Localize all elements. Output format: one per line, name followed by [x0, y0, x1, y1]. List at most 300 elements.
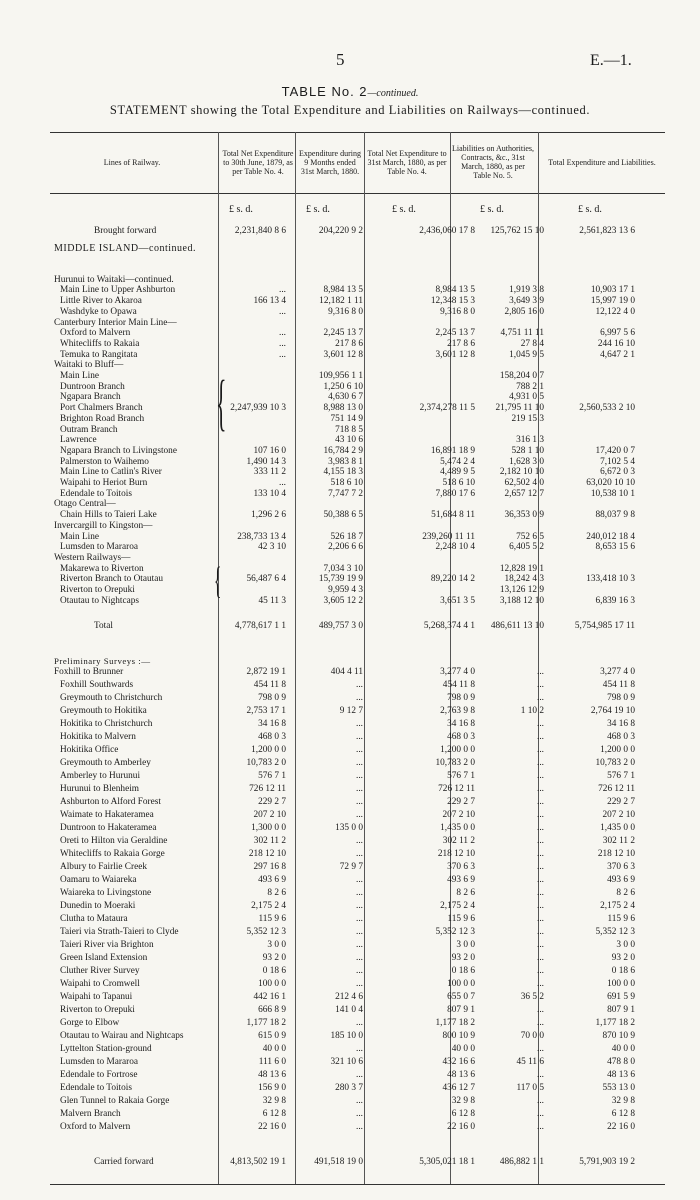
cell-c3: 229 2 7 — [447, 797, 475, 807]
cell-c5: 3 0 0 — [616, 940, 635, 950]
cell-c2: 72 9 7 — [339, 862, 363, 872]
cell-c3: 34 16 8 — [447, 719, 475, 729]
cell-c4: 1,045 9 5 — [509, 349, 544, 360]
cell-c5: 870 10 9 — [602, 1031, 635, 1041]
unit-header: £ s. d. — [306, 204, 330, 215]
cell-c4: ... — [537, 979, 544, 989]
cell-c4: 36 5 2 — [520, 992, 544, 1002]
cell-c2: ... — [356, 836, 363, 846]
cell-c1: 442 16 1 — [253, 992, 286, 1002]
cell-c5: 17,420 0 7 — [595, 445, 635, 456]
cell-c5: 8,653 15 6 — [595, 542, 635, 553]
section-heading-preliminary-surveys: Preliminary Surveys :— — [54, 656, 151, 666]
table-row — [50, 532, 670, 542]
cell-c3: 655 0 7 — [447, 992, 475, 1002]
table-row — [50, 425, 670, 435]
cell-c5: 478 8 0 — [607, 1057, 635, 1067]
header-net-expenditure-1880: Total Net Expenditure to 31st March, 1880, as per Table No. 4. — [367, 148, 447, 176]
cell-c5: 12,122 4 0 — [595, 306, 635, 317]
cell-c5: 1,435 0 0 — [600, 823, 635, 833]
cell-c5: 2,561,823 13 6 — [579, 226, 635, 236]
cell-c5: 10,538 10 1 — [590, 488, 635, 499]
row-label: Hurunui to Waitaki—continued. — [54, 274, 174, 285]
cell-c3: 7,880 17 6 — [435, 488, 475, 499]
cell-c1: 1,490 14 3 — [246, 456, 286, 467]
cell-c2: 16,784 2 9 — [323, 445, 363, 456]
cell-c4: ... — [537, 1070, 544, 1080]
cell-c2: 751 14 9 — [330, 413, 363, 424]
table-row — [50, 328, 670, 338]
cell-c4: 4,931 0 5 — [509, 392, 544, 403]
row-label: Oamaru to Waiareka — [60, 875, 137, 885]
cell-c4: ... — [537, 719, 544, 729]
cell-c4: 13,126 12 9 — [499, 585, 544, 595]
cell-c4: 4,751 11 11 — [500, 328, 544, 339]
table-row — [50, 940, 670, 950]
cell-c5: 207 2 10 — [602, 810, 635, 820]
table-row — [50, 226, 670, 236]
cell-c3: 218 12 10 — [437, 849, 475, 859]
row-label: Edendale to Toitois — [60, 1083, 132, 1093]
table-row — [50, 446, 670, 456]
cell-c4: 45 11 6 — [516, 1057, 544, 1067]
row-label: Little River to Akaroa — [60, 296, 142, 307]
cell-c5: 6,997 5 6 — [600, 328, 635, 339]
table-row — [50, 510, 670, 520]
row-label: Otautau to Wairau and Nightcaps — [60, 1031, 184, 1041]
table-row — [50, 1070, 670, 1080]
row-label: Main Line — [60, 371, 99, 381]
cell-c4: ... — [537, 836, 544, 846]
row-label: Hokitika to Christchurch — [60, 719, 153, 729]
cell-c4: 2,657 12 7 — [504, 488, 544, 499]
row-label: Main Line to Upper Ashburton — [60, 285, 176, 296]
cell-c1: 10,783 2 0 — [246, 758, 286, 768]
cell-c1: 2,247,939 10 3 — [230, 403, 286, 414]
cell-c3: 51,684 8 11 — [431, 510, 475, 521]
cell-c3: 798 0 9 — [447, 693, 475, 703]
cell-c5: 7,102 5 4 — [600, 456, 635, 467]
cell-c5: 4,647 2 1 — [600, 349, 635, 360]
table-row — [50, 489, 670, 499]
row-label: Riverton to Orepuki — [60, 585, 135, 595]
cell-c4: ... — [537, 862, 544, 872]
cell-c2: 135 0 0 — [335, 823, 363, 833]
cell-c2: 12,182 1 11 — [319, 296, 363, 307]
cell-c4: ... — [537, 927, 544, 937]
cell-c5: 468 0 3 — [607, 732, 635, 742]
total-row: Total 4,778,617 1 1 489,757 3 0 5,268,374 4 1 486,611 13 10 5,754,985 17 11 — [94, 621, 635, 631]
cell-c5: 691 5 9 — [607, 992, 635, 1002]
row-label: Green Island Extension — [60, 953, 148, 963]
cell-c3: 2,175 2 4 — [440, 901, 475, 911]
cell-c4: ... — [537, 823, 544, 833]
cell-c2: ... — [356, 1070, 363, 1080]
cell-c2: 9,959 4 3 — [328, 585, 363, 595]
table-row — [50, 888, 670, 898]
cell-c4: 1,919 3 8 — [509, 285, 544, 296]
cell-c3: 93 2 0 — [451, 953, 475, 963]
cell-c5: 100 0 0 — [607, 979, 635, 989]
table-row — [50, 1031, 670, 1041]
cell-c3: 22 16 0 — [447, 1122, 475, 1132]
cell-c2: ... — [356, 888, 363, 898]
cell-c2: 321 10 6 — [330, 1057, 363, 1067]
cell-c3: 3,277 4 0 — [440, 667, 475, 677]
cell-c2: ... — [356, 680, 363, 690]
cell-c4: 752 6 5 — [516, 531, 544, 542]
table-row — [50, 275, 670, 285]
cell-c5: 115 9 6 — [607, 914, 635, 924]
table-row — [50, 542, 670, 552]
table-row — [50, 574, 670, 584]
row-label: Ashburton to Alford Forest — [60, 797, 161, 807]
row-label: Washdyke to Opawa — [60, 306, 137, 317]
cell-c1: 333 11 2 — [253, 467, 286, 478]
table-row — [50, 553, 670, 563]
cell-c3: 436 12 7 — [442, 1083, 475, 1093]
cell-c5: 553 13 0 — [602, 1083, 635, 1093]
cell-c2: ... — [356, 732, 363, 742]
row-label: Greymouth to Christchurch — [60, 693, 163, 703]
table-row — [50, 953, 670, 963]
table-row — [50, 596, 670, 606]
cell-c5: 454 11 8 — [602, 680, 635, 690]
table-row — [50, 585, 670, 595]
cell-c3: 12,348 15 3 — [430, 296, 475, 307]
row-label: Canterbury Interior Main Line— — [54, 317, 177, 328]
cell-c2: ... — [356, 693, 363, 703]
header-total-expenditure: Total Expenditure and Liabilities. — [548, 157, 656, 167]
cell-c3: 4,489 9 5 — [440, 467, 475, 478]
cell-c3: 800 10 9 — [442, 1031, 475, 1041]
cell-c2: 526 18 7 — [330, 531, 363, 542]
cell-c4: 18,242 4 3 — [504, 574, 544, 585]
cell-c2: 718 8 5 — [335, 424, 363, 435]
cell-c2: 141 0 4 — [335, 1005, 363, 1015]
cell-c2: 1,250 6 10 — [323, 381, 363, 392]
table-row — [50, 339, 670, 349]
table-row — [50, 849, 670, 859]
table-row — [50, 382, 670, 392]
table-row — [50, 979, 670, 989]
row-label: Dunedin to Moeraki — [60, 901, 136, 911]
cell-c2: 404 4 11 — [330, 667, 363, 677]
table-row — [50, 745, 670, 755]
cell-c1: 100 0 0 — [258, 979, 286, 989]
cell-c2: 280 3 7 — [335, 1083, 363, 1093]
cell-c4: 2,805 16 0 — [504, 306, 544, 317]
cell-c5: 229 2 7 — [607, 797, 635, 807]
cell-c5: 1,200 0 0 — [600, 745, 635, 755]
row-label: Edendale to Fortrose — [60, 1070, 138, 1080]
cell-c4: ... — [537, 1005, 544, 1015]
row-label: Waipahi to Tapanui — [60, 992, 133, 1002]
cell-c4: ... — [537, 693, 544, 703]
row-label: Amberley to Hurunui — [60, 771, 141, 781]
row-label: Edendale to Toitois — [60, 488, 132, 499]
cell-c4: 788 2 1 — [516, 381, 544, 392]
row-label: Duntroon Branch — [60, 381, 125, 392]
cell-c5: 370 6 3 — [607, 862, 635, 872]
table-row — [50, 784, 670, 794]
cell-c2: 15,739 19 9 — [318, 574, 363, 585]
cell-c4: ... — [537, 1044, 544, 1054]
cell-c1: 107 16 0 — [253, 445, 286, 456]
cell-c2: 3,601 12 8 — [323, 349, 363, 360]
cell-c3: 1,177 18 2 — [435, 1018, 475, 1028]
cell-c4: 12,828 19 1 — [499, 563, 544, 574]
cell-c1: 726 12 11 — [249, 784, 286, 794]
cell-c5: 240,012 18 4 — [586, 531, 635, 542]
row-label: Whitecliffs to Rakaia Gorge — [60, 849, 165, 859]
cell-c2: 2,245 13 7 — [323, 328, 363, 339]
row-label: Cluther River Survey — [60, 966, 140, 976]
row-label: Main Line — [60, 531, 99, 542]
row-label: Riverton Branch to Otautau — [60, 574, 164, 585]
bracket-waitaki-bluff: { — [216, 369, 227, 437]
cell-c2: ... — [356, 953, 363, 963]
cell-c3: 115 9 6 — [447, 914, 475, 924]
cell-c2: 7,747 7 2 — [328, 488, 363, 499]
cell-c1: ... — [279, 338, 286, 349]
row-label: Malvern Branch — [60, 1109, 121, 1119]
cell-c4: ... — [537, 940, 544, 950]
table-row — [50, 414, 670, 424]
cell-c5: 63,020 10 10 — [586, 478, 635, 488]
row-label: Waitaki to Bluff— — [54, 360, 124, 371]
cell-c2: 2,206 6 6 — [328, 542, 363, 553]
row-label: Chain Hills to Taieri Lake — [60, 510, 157, 521]
row-label: Lawrence — [60, 435, 97, 446]
cell-c3: 8 2 6 — [456, 888, 475, 898]
cell-c1: 48 13 6 — [258, 1070, 286, 1080]
table-row — [50, 307, 670, 317]
cell-c5: 15,997 19 0 — [590, 296, 635, 307]
cell-c2: ... — [356, 875, 363, 885]
cell-c3: 576 7 1 — [447, 771, 475, 781]
row-label: Temuka to Rangitata — [60, 349, 138, 360]
cell-c2: ... — [356, 1018, 363, 1028]
cell-c1: ... — [279, 328, 286, 339]
row-label: Invercargill to Kingston— — [54, 520, 153, 531]
row-label: Oxford to Malvern — [60, 328, 131, 339]
cell-c2: ... — [356, 771, 363, 781]
cell-c4: ... — [537, 784, 544, 794]
page-number: 5 — [336, 50, 345, 69]
cell-c5: 3,277 4 0 — [600, 667, 635, 677]
section-heading-middle-island: MIDDLE ISLAND—continued. — [54, 243, 196, 254]
cell-c3: 5,352 12 3 — [435, 927, 475, 937]
cell-c3: 207 2 10 — [442, 810, 475, 820]
table-row — [50, 992, 670, 1002]
cell-c4: 2,182 10 10 — [499, 467, 544, 478]
row-label: Hurunui to Blenheim — [60, 784, 140, 794]
table-title: TABLE No. 2—continued. — [281, 84, 419, 99]
table-row — [50, 1109, 670, 1119]
cell-c5: 6,839 16 3 — [595, 595, 635, 606]
cell-c4: ... — [537, 953, 544, 963]
table-row — [50, 403, 670, 413]
cell-c4: ... — [537, 680, 544, 690]
row-label: Foxhill to Brunner — [54, 667, 124, 677]
cell-c3: 89,220 14 2 — [430, 574, 475, 585]
cell-c5: 726 12 11 — [598, 784, 635, 794]
cell-c3: 302 11 2 — [442, 836, 475, 846]
table-row — [50, 758, 670, 768]
cell-c1: 1,177 18 2 — [246, 1018, 286, 1028]
row-label: Outram Branch — [60, 424, 118, 435]
cell-c1: 32 9 8 — [262, 1096, 286, 1106]
cell-c3: 3 0 0 — [456, 940, 475, 950]
table-row — [50, 875, 670, 885]
table-row — [50, 1083, 670, 1093]
cell-c2: ... — [356, 745, 363, 755]
cell-c5: 6,672 0 3 — [600, 467, 635, 478]
cell-c1: 0 18 6 — [262, 966, 286, 976]
cell-c3: 2,763 9 8 — [440, 706, 475, 716]
cell-c4: 117 0 5 — [516, 1083, 544, 1093]
cell-c2: 3,605 12 2 — [323, 595, 363, 606]
cell-c5: 133,418 10 3 — [586, 574, 635, 585]
cell-c4: 21,795 11 10 — [495, 403, 544, 414]
cell-c1: 207 2 10 — [253, 810, 286, 820]
statement-title: STATEMENT showing the Total Expenditure and Liabilities on Railways—continued. — [109, 103, 591, 117]
cell-c5: 88,037 9 8 — [595, 510, 635, 521]
cell-c3: 2,436,060 17 8 — [419, 226, 475, 236]
row-label: Ngapara Branch to Livingstone — [60, 445, 177, 456]
cell-c3: 40 0 0 — [451, 1044, 475, 1054]
cell-c2: ... — [356, 966, 363, 976]
cell-c2: 4,630 6 7 — [328, 392, 363, 403]
table-row — [50, 706, 670, 716]
cell-c3: 5,474 2 4 — [440, 456, 475, 467]
cell-c2: 185 10 0 — [330, 1031, 363, 1041]
table-row — [50, 901, 670, 911]
cell-c4: ... — [537, 758, 544, 768]
cell-c3: 468 0 3 — [447, 732, 475, 742]
cell-c3: 370 6 3 — [447, 862, 475, 872]
cell-c1: 798 0 9 — [258, 693, 286, 703]
cell-c4: 125,762 15 10 — [490, 226, 544, 236]
table-row — [50, 927, 670, 937]
cell-c1: 468 0 3 — [258, 732, 286, 742]
cell-c5: 22 16 0 — [607, 1122, 635, 1132]
cell-c5: 218 12 10 — [597, 849, 635, 859]
cell-c4: ... — [537, 1018, 544, 1028]
cell-c1: 93 2 0 — [262, 953, 286, 963]
cell-c1: 1,300 0 0 — [251, 823, 286, 833]
row-label: Waipahi to Cromwell — [60, 979, 140, 989]
cell-c2: ... — [356, 979, 363, 989]
table-row — [50, 862, 670, 872]
cell-c2: 518 6 10 — [330, 478, 363, 488]
row-label: Otautau to Nightcaps — [60, 595, 140, 606]
cell-c4: ... — [537, 732, 544, 742]
cell-c1: 45 11 3 — [258, 595, 286, 606]
table-row — [50, 467, 670, 477]
cell-c1: 1,200 0 0 — [251, 745, 286, 755]
cell-c1: 22 16 0 — [258, 1122, 286, 1132]
row-label: Duntroon to Hakateramea — [60, 823, 157, 833]
cell-c3: 726 12 11 — [438, 784, 475, 794]
cell-c3: 9,316 8 0 — [440, 306, 475, 317]
cell-c3: 518 6 10 — [442, 478, 475, 488]
cell-c3: 32 9 8 — [451, 1096, 475, 1106]
cell-c1: 40 0 0 — [262, 1044, 286, 1054]
cell-c1: 115 9 6 — [258, 914, 286, 924]
cell-c5: 34 16 8 — [607, 719, 635, 729]
cell-c4: 3,649 3 9 — [509, 296, 544, 307]
table-row — [50, 1122, 670, 1132]
unit-header: £ s. d. — [578, 204, 602, 215]
cell-c1: ... — [279, 349, 286, 360]
row-label: Oreti to Hilton via Geraldine — [60, 836, 168, 846]
cell-c1: 493 6 9 — [258, 875, 286, 885]
header-expenditure-9-months: Expenditure during 9 Months ended 31st March, 1880. — [299, 148, 361, 176]
header-net-expenditure-1879: Total Net Expenditure to 30th June, 1879, as per Table No. 4. — [222, 148, 294, 176]
cell-c4: ... — [537, 1096, 544, 1106]
table-row — [50, 836, 670, 846]
table-row — [50, 1005, 670, 1015]
cell-c5: 93 2 0 — [611, 953, 635, 963]
cell-c5: 48 13 6 — [607, 1070, 635, 1080]
cell-c2: ... — [356, 914, 363, 924]
cell-c2: 8,988 13 0 — [323, 403, 363, 414]
cell-c1: ... — [279, 285, 286, 296]
row-label: Waimate to Hakateramea — [60, 810, 154, 820]
cell-c5: 807 9 1 — [607, 1005, 635, 1015]
row-label: Western Railways— — [54, 552, 131, 563]
cell-c3: 493 6 9 — [447, 875, 475, 885]
cell-c1: ... — [279, 478, 286, 488]
cell-c3: 8,984 13 5 — [435, 285, 475, 296]
cell-c1: 42 3 10 — [258, 542, 286, 553]
cell-c1: 576 7 1 — [258, 771, 286, 781]
cell-c1: 3 0 0 — [267, 940, 286, 950]
row-label: Hokitika to Malvern — [60, 732, 136, 742]
table-row — [50, 1096, 670, 1106]
row-label: Lumsden to Mararoa — [60, 1057, 138, 1067]
cell-c1: 111 6 0 — [258, 1057, 286, 1067]
cell-c4: 27 8 4 — [520, 338, 544, 349]
cell-c1: 2,872 19 1 — [246, 667, 286, 677]
cell-c5: 1,177 18 2 — [595, 1018, 635, 1028]
cell-c5: 2,560,533 2 10 — [579, 403, 635, 414]
table-row — [50, 810, 670, 820]
table-row — [50, 823, 670, 833]
cell-c4: 316 1 3 — [516, 435, 544, 446]
cell-c4: 62,502 4 0 — [504, 478, 544, 488]
cell-c1: 238,733 13 4 — [237, 531, 286, 542]
row-label: Taieri River via Brighton — [60, 940, 154, 950]
cell-c5: 244 16 10 — [597, 338, 635, 349]
table-row — [50, 1044, 670, 1054]
cell-c4: 1 10 2 — [520, 706, 544, 716]
cell-c1: 218 12 10 — [248, 849, 286, 859]
cell-c3: 217 8 6 — [447, 338, 475, 349]
cell-c2: ... — [356, 797, 363, 807]
cell-c4: ... — [537, 810, 544, 820]
cell-c4: 70 0 0 — [520, 1031, 544, 1041]
row-label: Palmerston to Waihemo — [60, 456, 149, 467]
cell-c4: 528 1 10 — [511, 445, 544, 456]
table-row — [50, 521, 670, 531]
cell-c3: 2,245 13 7 — [435, 328, 475, 339]
cell-c3: 10,783 2 0 — [435, 758, 475, 768]
table-row — [50, 680, 670, 690]
row-label: Foxhill Southwards — [60, 680, 134, 690]
